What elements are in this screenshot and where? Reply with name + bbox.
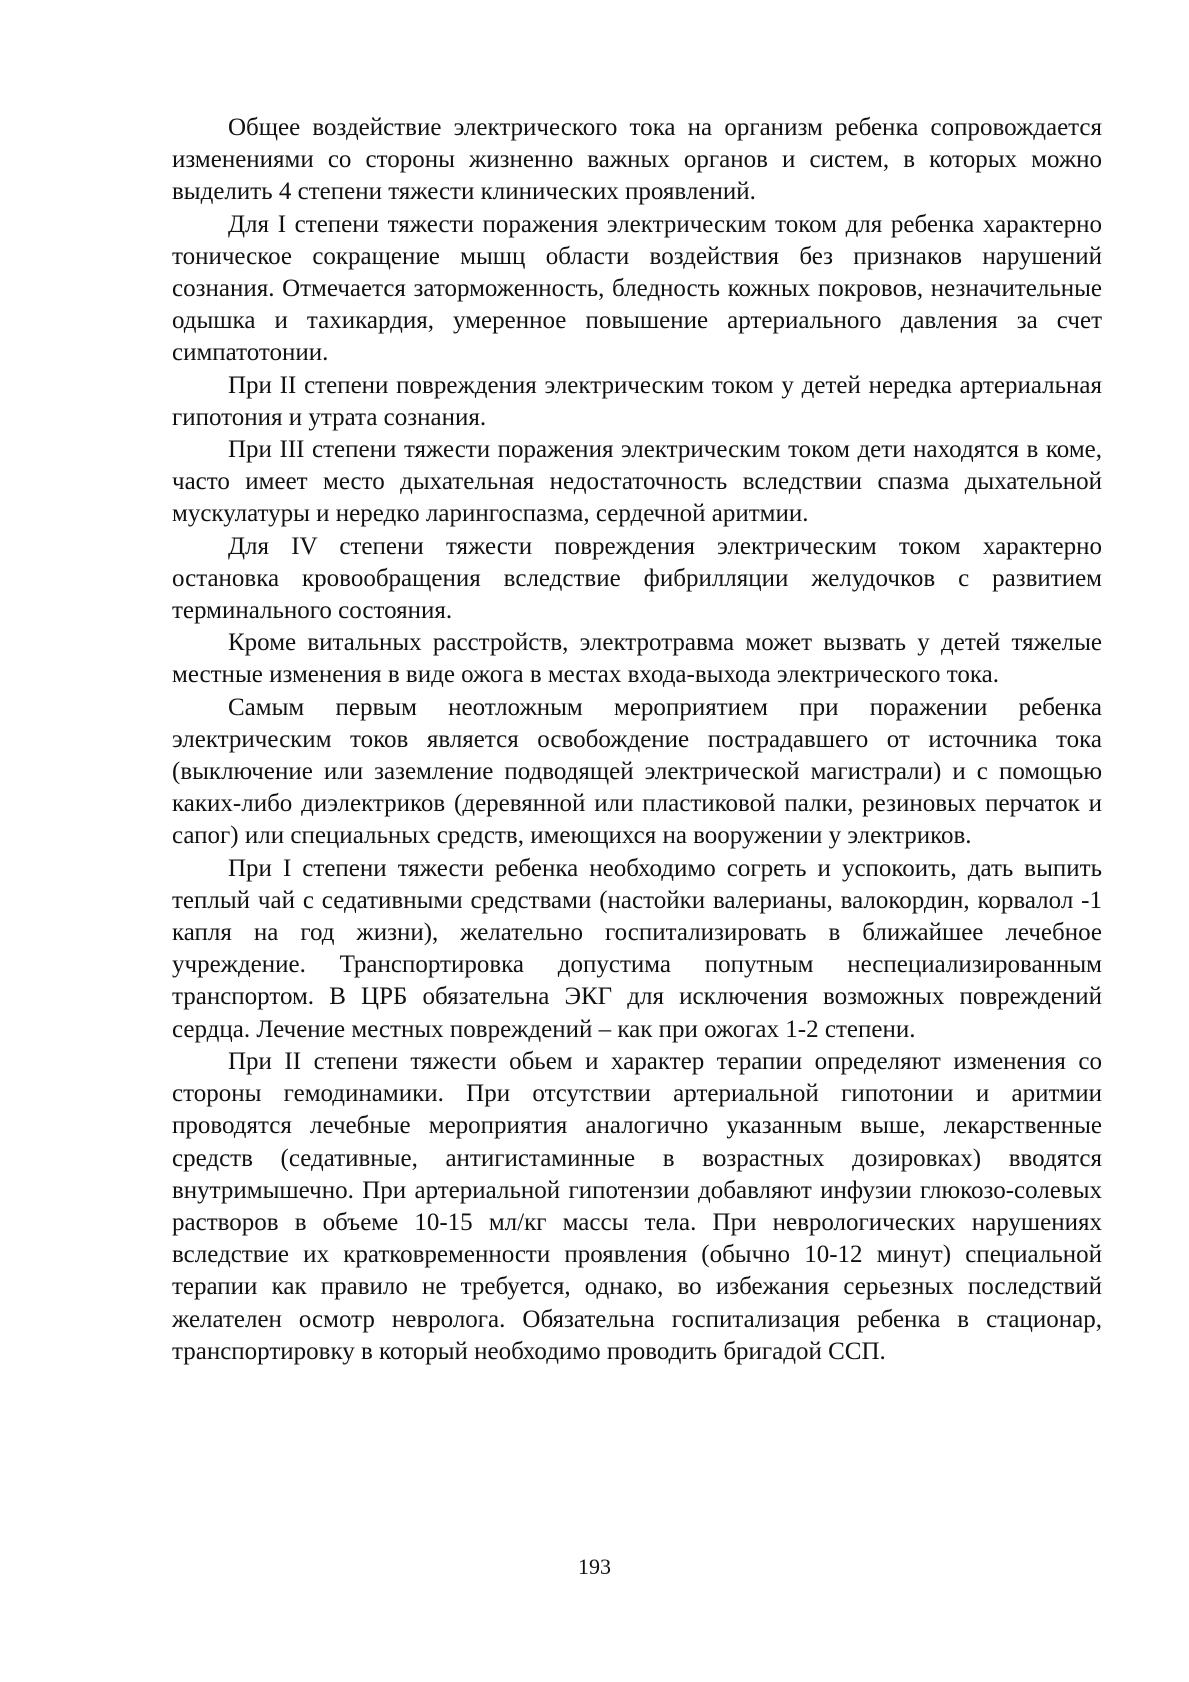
paragraph-8: При I степени тяжести ребенка необходимо согреть и успокоить, дать выпить теплый чай с седативными средствами (настойки валерианы, валокордин, корвалол -1 капля на год жизни), желательно госпитализировать в ближайшее лечебное учреждение. Транспортировка допустима попутным неспециализированным транспортом. В ЦРБ обязательна ЭКГ для исключения возможных повреждений сердца. Лечение местных повреждений – как при ожогах 1-2 степени. [172, 854, 1102, 1043]
body-text [172, 112, 1102, 1368]
paragraph-3: При II степени повреждения электрическим током у детей нередка артериальная гипотония и утрата сознания. [172, 371, 1102, 431]
paragraph-4: При III степени тяжести поражения электрическим током дети находятся в коме, часто имеет место дыхательная недостаточность вследствии спазма дыхательной мускулатуры и нередко ларингоспазма, сердечной аритмии. [172, 436, 1102, 528]
paragraph-1: Общее воздействие электрического тока на организм ребенка сопровождается изменениями со стороны жизненно важных органов и систем, в которых можно выделить 4 степени тяжести клинических проявлений. [172, 114, 1102, 206]
paragraph-9: При II степени тяжести обьем и характер терапии определяют изменения со стороны гемодинамики. При отсутствии артериальной гипотонии и аритмии проводятся лечебные мероприятия аналогично указанным выше, лекарственные средств (седативные, антигистаминные в возрастных дозировках) вводятся внутримышечно. При артериальной гипотензии добавляют инфузии глюкозо-солевых растворов в объеме 10-15 мл/кг массы тела. При неврологических нарушениях вследствие их кратковременности проявления (обычно 10-12 минут) специальной терапии как правило не требуется, однако, во избежания серьезных последствий желателен осмотр невролога. Обязательна госпитализация ребенка в стационар, транспортировку в который необходимо проводить бригадой ССП. [172, 1047, 1102, 1365]
paragraph-6: Кроме витальных расстройств, электротравма может вызвать у детей тяжелые местные изменения в виде ожога в местах входа-выхода электрического тока. [172, 629, 1102, 689]
paragraph-2: Для I степени тяжести поражения электрическим током для ребенка характерно тоническое сокращение мышц области воздействия без признаков нарушений сознания. Отмечается заторможенность, бледность кожных покровов, незначительные одышка и тахикардия, умеренное повышение артериального давления за счет симпатотонии. [172, 210, 1102, 367]
page-number: 193 [578, 1554, 611, 1579]
paragraph-7: Самым первым неотложным мероприятием при поражении ребенка электрическим токов является освобождение пострадавшего от источника тока (выключение или заземление подводящей электрической магистрали) и с помощью каких-либо диэлектриков (деревянной или пластиковой палки, резиновых перчаток и сапог) или специальных средств, имеющихся на вооружении у электриков. [172, 693, 1102, 850]
paragraph-5: Для IV степени тяжести повреждения электрическим током характерно остановка кровообращения вследствие фибрилляции желудочков с развитием терминального состояния. [172, 532, 1102, 625]
